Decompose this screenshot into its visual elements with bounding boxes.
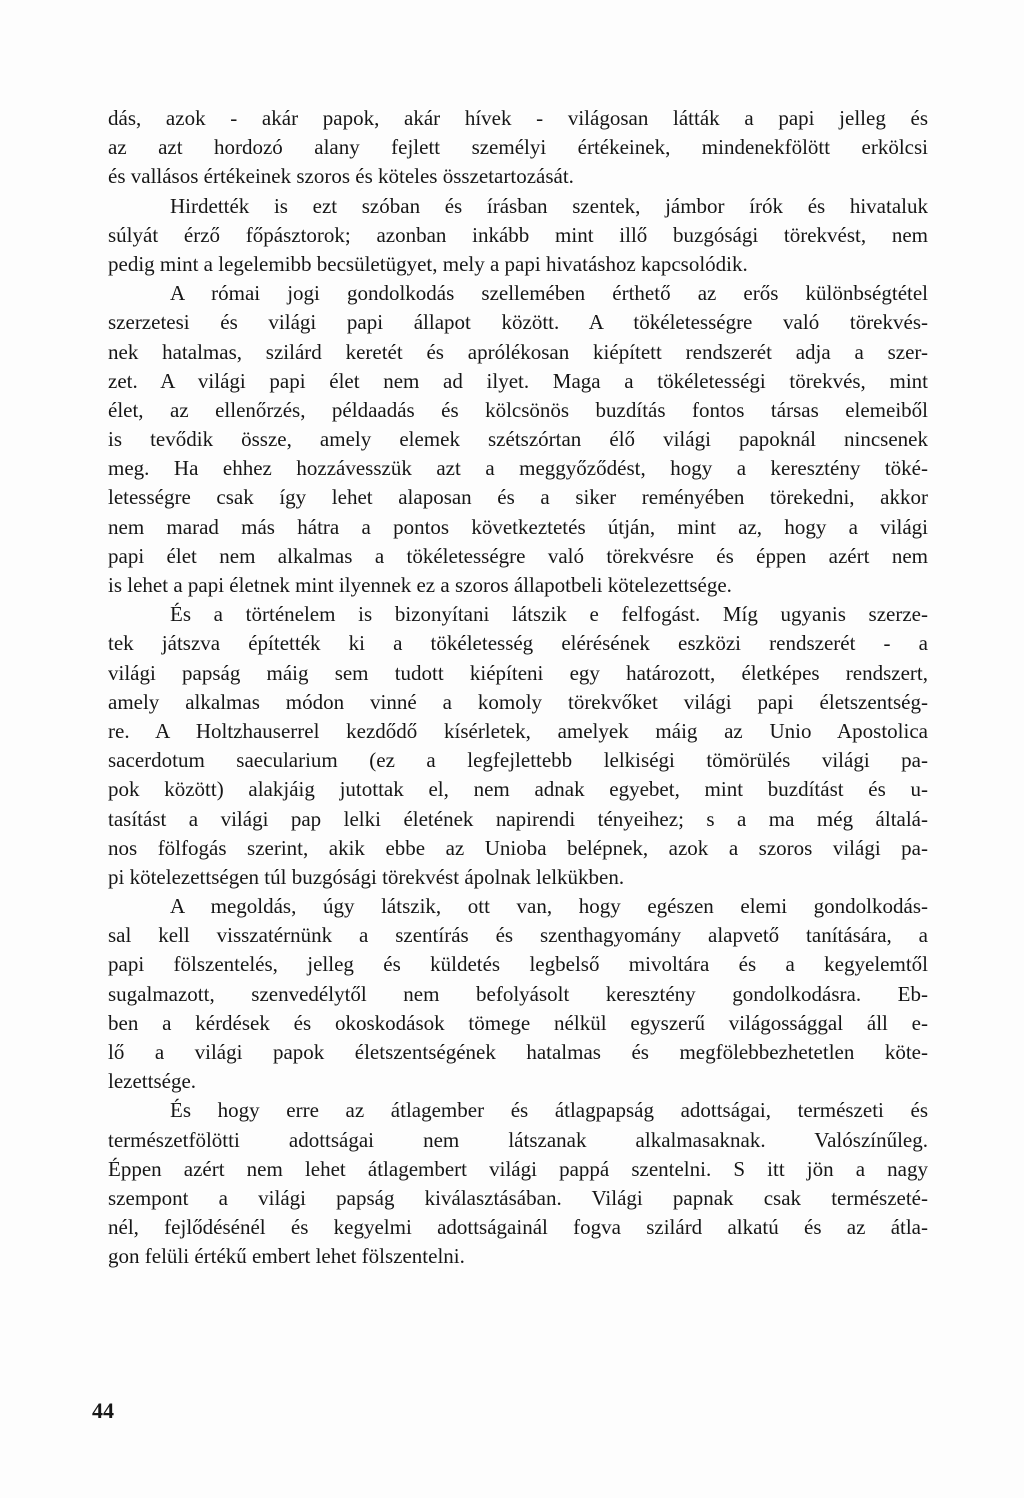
- text-line: sugalmazott, szenvedélytől nem befolyásolt keresztény gondolkodásra. Eb-: [108, 981, 928, 1006]
- text-line: Éppen azért nem lehet átlagembert világi pappá szentelni. S itt jön a nagy: [108, 1156, 928, 1181]
- page-body-text: [108, 104, 928, 1272]
- text-line: is lehet a papi életnek mint ilyennek ez a szoros állapotbeli kötelezettsége.: [108, 573, 732, 597]
- paragraph: [108, 600, 928, 892]
- text-line: ben a kérdések és okoskodások tömege nélkül egyszerű világossággal áll e-: [108, 1010, 928, 1035]
- text-line: zet. A világi papi élet nem ad ilyet. Maga a tökéletességi törekvés, mint: [108, 368, 928, 393]
- text-line: is tevődik össze, amely elemek szétszórtan élő világi papoknál nincsenek: [108, 427, 928, 452]
- paragraph: [108, 192, 928, 280]
- text-line: lő a világi papok életszentségének hatalmas és megfölebbezhetetlen köte-: [108, 1040, 928, 1064]
- text-line: papi élet nem alkalmas a tökéletességre való törekvésre és éppen azért nem: [108, 543, 928, 568]
- text-line: tek játszva építették ki a tökéletesség elérésének eszközi rendszerét - a: [108, 631, 928, 656]
- text-line: És a történelem is bizonyítani látszik e felfogást. Míg ugyanis szerze-: [170, 602, 928, 627]
- text-line: pedig mint a legelemibb becsületügyet, mely a papi hivatáshoz kapcsolódik.: [108, 251, 748, 276]
- paragraph: [108, 1096, 928, 1271]
- text-line: amely alkalmas módon vinné a komoly törekvőket világi papi életszentség-: [108, 689, 928, 714]
- text-line: gon felüli értékű embert lehet fölszentelni.: [108, 1244, 465, 1269]
- text-line: élet, az ellenőrzés, példaadás és kölcsönös buzdítás fontos társas elemeiből: [108, 397, 928, 422]
- text-line: re. A Holtzhauserrel kezdődő kísérletek, amelyek máig az Unio Apostolica: [108, 718, 928, 743]
- text-line: dás, azok - akár papok, akár hívek - világosan látták a papi jelleg és: [108, 106, 928, 130]
- text-line: és vallásos értékeinek szoros és köteles összetartozását.: [108, 164, 574, 189]
- text-line: Hirdették is ezt szóban és írásban szentek, jámbor írók és hivataluk: [170, 193, 928, 218]
- text-line: pi kötelezettségen túl buzgósági törekvést ápolnak lelkükben.: [108, 864, 625, 889]
- text-line: tasítást a világi pap lelki életének napirendi tényeihez; s a ma még általá-: [108, 806, 928, 831]
- text-line: letességre csak így lehet alaposan és a siker reményében törekedni, akkor: [108, 485, 928, 510]
- text-line: nek hatalmas, szilárd keretét és aprólékosan kiépített rendszerét adja a szer-: [108, 339, 928, 364]
- text-line: A római jogi gondolkodás szellemében érthető az erős különbségtétel: [170, 281, 928, 306]
- text-line: És hogy erre az átlagember és átlagpapság adottságai, természeti és: [170, 1098, 928, 1123]
- text-line: világi papság máig sem tudott kiépíteni egy határozott, életképes rendszert,: [108, 660, 928, 685]
- paragraph: [108, 279, 928, 600]
- text-line: lezettsége.: [108, 1069, 197, 1094]
- text-line: sal kell visszatérnünk a szentírás és szenthagyomány alapvető tanítására, a: [108, 923, 928, 948]
- text-line: súlyát érző főpásztorok; azonban inkább mint illő buzgósági törekvést, nem: [108, 222, 928, 247]
- text-line: nos fölfogás szerint, akik ebbe az Unioba belépnek, azok a szoros világi pa-: [108, 835, 928, 860]
- text-line: pok között) alakjáig jutottak el, nem adnak egyebet, mint buzdítást és u-: [108, 777, 928, 802]
- text-line: A megoldás, úgy látszik, ott van, hogy egészen elemi gondolkodás-: [170, 894, 928, 919]
- text-line: meg. Ha ehhez hozzávesszük azt a meggyőződést, hogy a keresztény töké-: [108, 456, 928, 481]
- text-line: az azt hordozó alany fejlett személyi értékeinek, mindenekfölött erkölcsi: [108, 135, 928, 160]
- page-number: 44: [92, 1398, 114, 1423]
- text-line: szempont a világi papság kiválasztásában. Világi papnak csak természeté-: [108, 1185, 928, 1210]
- paragraph: [108, 892, 928, 1096]
- text-line: szerzetesi és világi papi állapot között. A tökéletességre való törekvés-: [108, 310, 928, 335]
- text-line: nél, fejlődésénél és kegyelmi adottságainál fogva szilárd alkatú és az átla-: [108, 1215, 928, 1240]
- text-line: természetfölötti adottságai nem látszanak alkalmasaknak. Valószínűleg.: [108, 1127, 928, 1152]
- paragraph: [108, 104, 928, 192]
- text-line: nem marad más hátra a pontos következtetés útján, mint az, hogy a világi: [108, 514, 928, 539]
- text-line: sacerdotum saecularium (ez a legfejlettebb lelkiségi tömörülés világi pa-: [108, 748, 928, 773]
- text-line: papi fölszentelés, jelleg és küldetés legbelső mivoltára és a kegyelemtől: [108, 952, 928, 977]
